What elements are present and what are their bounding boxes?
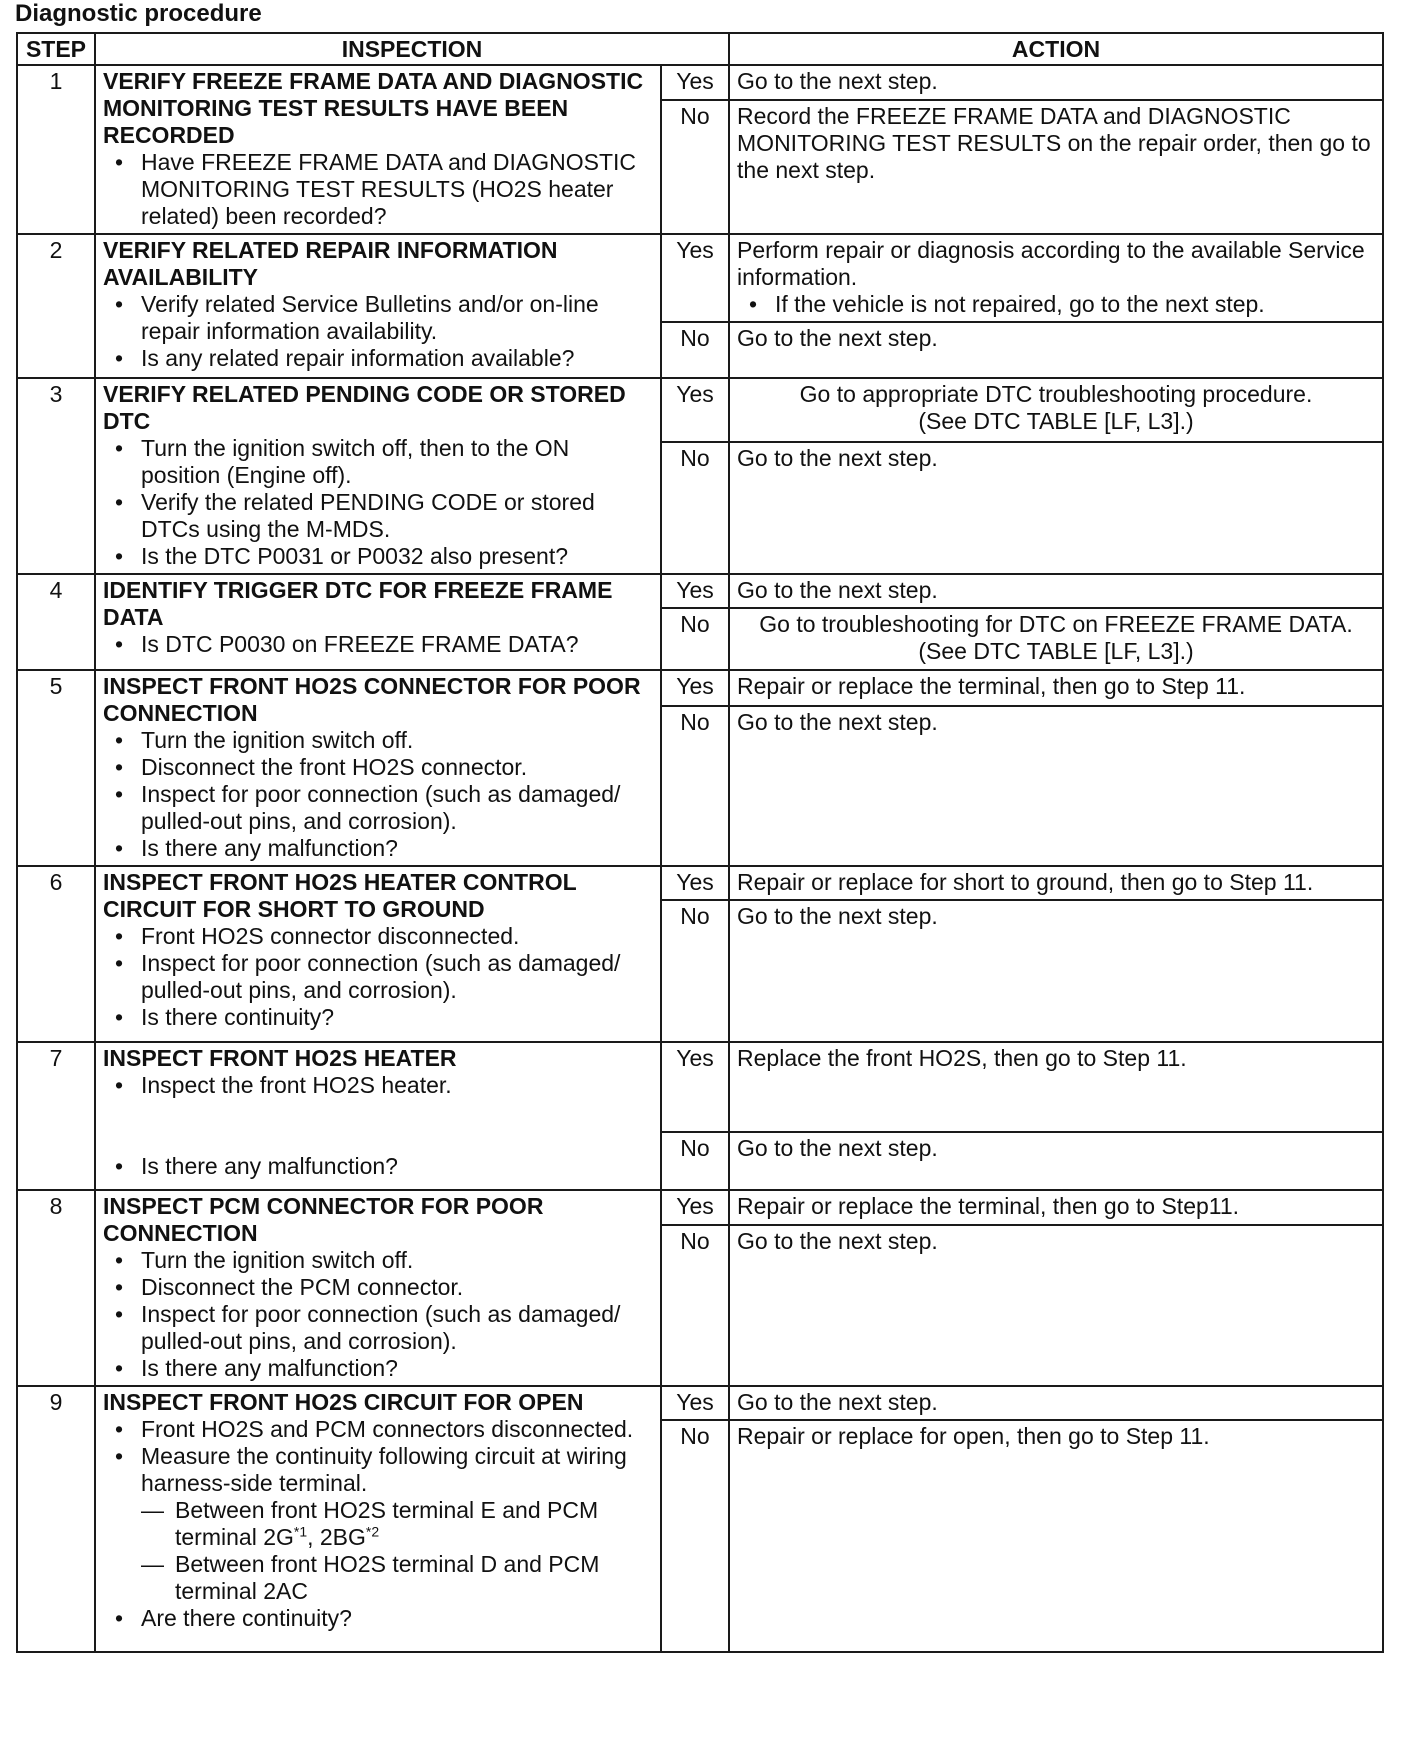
inspection-bullet: [103, 1443, 653, 1605]
yes-label: Yes: [661, 1190, 729, 1225]
dtc-table-reference: (See DTC TABLE [LF, L3].): [918, 638, 1194, 664]
no-action: Go to the next step.: [729, 1225, 1383, 1386]
no-action: Go to the next step.: [729, 900, 1383, 1042]
yes-action: [729, 378, 1383, 442]
yes-action-text: Go to appropriate DTC troubleshooting procedure.: [799, 381, 1313, 407]
inspection-cell: [95, 65, 661, 234]
yes-label: Yes: [661, 378, 729, 442]
yes-label: Yes: [661, 65, 729, 100]
inspection-cell: [95, 378, 661, 574]
no-label: No: [661, 322, 729, 378]
dtc-table-reference: (See DTC TABLE [LF, L3].): [918, 408, 1194, 434]
yes-action-bullet: • If the vehicle is not repaired, go to the next step.: [737, 291, 1375, 318]
diagnostic-table: [16, 32, 1384, 1653]
inspection-cell: [95, 234, 661, 378]
footnote-mark: *1: [293, 1523, 308, 1540]
table-row: [17, 378, 1383, 442]
inspection-cell: [95, 866, 661, 1042]
table-row: [17, 1386, 1383, 1420]
step-number: 1: [17, 65, 95, 234]
yes-label: Yes: [661, 574, 729, 608]
circuit-item-text: Between front HO2S terminal E and PCM terminal 2G: [175, 1497, 599, 1550]
table-row: [17, 574, 1383, 608]
col-header-inspection: INSPECTION: [95, 33, 729, 65]
inspection-cell: [95, 1042, 661, 1190]
table-row: [17, 670, 1383, 706]
step-number: 3: [17, 378, 95, 574]
table-row: [17, 1042, 1383, 1132]
yes-action: Repair or replace the terminal, then go to Step 11.: [729, 670, 1383, 706]
table-row: [17, 65, 1383, 100]
inspection-bullet: • Is there any malfunction?: [103, 835, 653, 862]
inspection-title: VERIFY RELATED PENDING CODE OR STORED DTC: [103, 381, 626, 434]
no-action: Go to the next step.: [729, 706, 1383, 866]
inspection-bullet: • Turn the ignition switch off, then to the ON position (Engine off).: [103, 435, 653, 489]
inspection-bullet: • Front HO2S and PCM connectors disconnected.: [103, 1416, 653, 1443]
no-action: Record the FREEZE FRAME DATA and DIAGNOSTIC MONITORING TEST RESULTS on the repair order, then go to the next step.: [729, 100, 1383, 234]
inspection-title: INSPECT FRONT HO2S HEATER: [103, 1045, 457, 1071]
yes-action: Go to the next step.: [729, 1386, 1383, 1420]
footnote-mark: *2: [365, 1523, 380, 1540]
inspection-bullet: • Is there any malfunction?: [103, 1355, 653, 1382]
page-heading: Diagnostic procedure: [15, 0, 262, 27]
no-action: Repair or replace for open, then go to Step 11.: [729, 1420, 1383, 1652]
inspection-bullet: • Disconnect the front HO2S connector.: [103, 754, 653, 781]
yes-action-text: Perform repair or diagnosis according to the available Service information.: [737, 237, 1365, 290]
inspection-bullet: • Inspect for poor connection (such as damaged/ pulled-out pins, and corrosion).: [103, 781, 653, 835]
inspection-title: INSPECT FRONT HO2S CONNECTOR FOR POOR CONNECTION: [103, 673, 641, 726]
inspection-cell: [95, 574, 661, 670]
inspection-cell: [95, 1386, 661, 1652]
no-label: No: [661, 1132, 729, 1190]
inspection-title: INSPECT FRONT HO2S HEATER CONTROL CIRCUIT FOR SHORT TO GROUND: [103, 869, 577, 922]
inspection-bullet: • Inspect the front HO2S heater.: [103, 1072, 653, 1099]
yes-action: Repair or replace for short to ground, then go to Step 11.: [729, 866, 1383, 900]
inspection-bullet: • Are there continuity?: [103, 1605, 653, 1632]
yes-label: Yes: [661, 670, 729, 706]
no-label: No: [661, 1225, 729, 1386]
col-header-action: ACTION: [729, 33, 1383, 65]
inspection-bullet-text: Measure the continuity following circuit at wiring harness-side terminal.: [141, 1443, 627, 1496]
yes-label: Yes: [661, 1386, 729, 1420]
table-row: [17, 234, 1383, 322]
circuit-item: — Between front HO2S terminal D and PCM terminal 2AC: [141, 1551, 653, 1605]
step-number: 2: [17, 234, 95, 378]
inspection-bullet: • Is the DTC P0031 or P0032 also present?: [103, 543, 653, 570]
inspection-title: VERIFY FREEZE FRAME DATA AND DIAGNOSTIC MONITORING TEST RESULTS HAVE BEEN RECORDED: [103, 68, 644, 148]
no-action: Go to the next step.: [729, 1132, 1383, 1190]
no-action: Go to the next step.: [729, 442, 1383, 574]
inspection-bullet: • Turn the ignition switch off.: [103, 727, 653, 754]
yes-action: Go to the next step.: [729, 65, 1383, 100]
no-label: No: [661, 608, 729, 670]
inspection-cell: [95, 670, 661, 866]
step-number: 4: [17, 574, 95, 670]
inspection-cell: [95, 1190, 661, 1386]
inspection-bullet: • Is DTC P0030 on FREEZE FRAME DATA?: [103, 631, 653, 658]
no-action: [729, 608, 1383, 670]
step-number: 7: [17, 1042, 95, 1190]
inspection-bullet: • Is any related repair information available?: [103, 345, 653, 372]
no-action: Go to the next step.: [729, 322, 1383, 378]
col-header-step: STEP: [17, 33, 95, 65]
inspection-bullet: • Verify related Service Bulletins and/or on-line repair information availability.: [103, 291, 653, 345]
step-number: 5: [17, 670, 95, 866]
yes-action: [729, 234, 1383, 322]
table-header-row: [17, 33, 1383, 65]
inspection-title: IDENTIFY TRIGGER DTC FOR FREEZE FRAME DATA: [103, 577, 613, 630]
inspection-title: INSPECT FRONT HO2S CIRCUIT FOR OPEN: [103, 1389, 584, 1415]
step-number: 9: [17, 1386, 95, 1652]
inspection-bullet: • Is there continuity?: [103, 1004, 653, 1031]
table-row: [17, 1190, 1383, 1225]
inspection-bullet: • Front HO2S connector disconnected.: [103, 923, 653, 950]
table-row: [17, 866, 1383, 900]
yes-label: Yes: [661, 234, 729, 322]
inspection-bullet: • Is there any malfunction?: [103, 1153, 653, 1180]
no-label: No: [661, 100, 729, 234]
inspection-bullet: • Turn the ignition switch off.: [103, 1247, 653, 1274]
inspection-title: INSPECT PCM CONNECTOR FOR POOR CONNECTION: [103, 1193, 544, 1246]
no-action-text: Go to troubleshooting for DTC on FREEZE FRAME DATA.: [759, 611, 1353, 637]
circuit-item-text: , 2BG: [307, 1524, 366, 1550]
inspection-bullet: • Disconnect the PCM connector.: [103, 1274, 653, 1301]
inspection-bullet: • Inspect for poor connection (such as damaged/ pulled-out pins, and corrosion).: [103, 950, 653, 1004]
circuit-item: [141, 1497, 653, 1551]
no-label: No: [661, 442, 729, 574]
inspection-bullet: • Verify the related PENDING CODE or stored DTCs using the M-MDS.: [103, 489, 653, 543]
yes-action: Go to the next step.: [729, 574, 1383, 608]
yes-action: Repair or replace the terminal, then go to Step11.: [729, 1190, 1383, 1225]
step-number: 6: [17, 866, 95, 1042]
inspection-title: VERIFY RELATED REPAIR INFORMATION AVAILABILITY: [103, 237, 558, 290]
inspection-bullet: • Inspect for poor connection (such as damaged/ pulled-out pins, and corrosion).: [103, 1301, 653, 1355]
yes-action: Replace the front HO2S, then go to Step 11.: [729, 1042, 1383, 1132]
yes-label: Yes: [661, 1042, 729, 1132]
yes-label: Yes: [661, 866, 729, 900]
no-label: No: [661, 706, 729, 866]
no-label: No: [661, 900, 729, 1042]
step-number: 8: [17, 1190, 95, 1386]
inspection-bullet: • Have FREEZE FRAME DATA and DIAGNOSTIC MONITORING TEST RESULTS (HO2S heater related) been recorded?: [103, 149, 653, 230]
no-label: No: [661, 1420, 729, 1652]
